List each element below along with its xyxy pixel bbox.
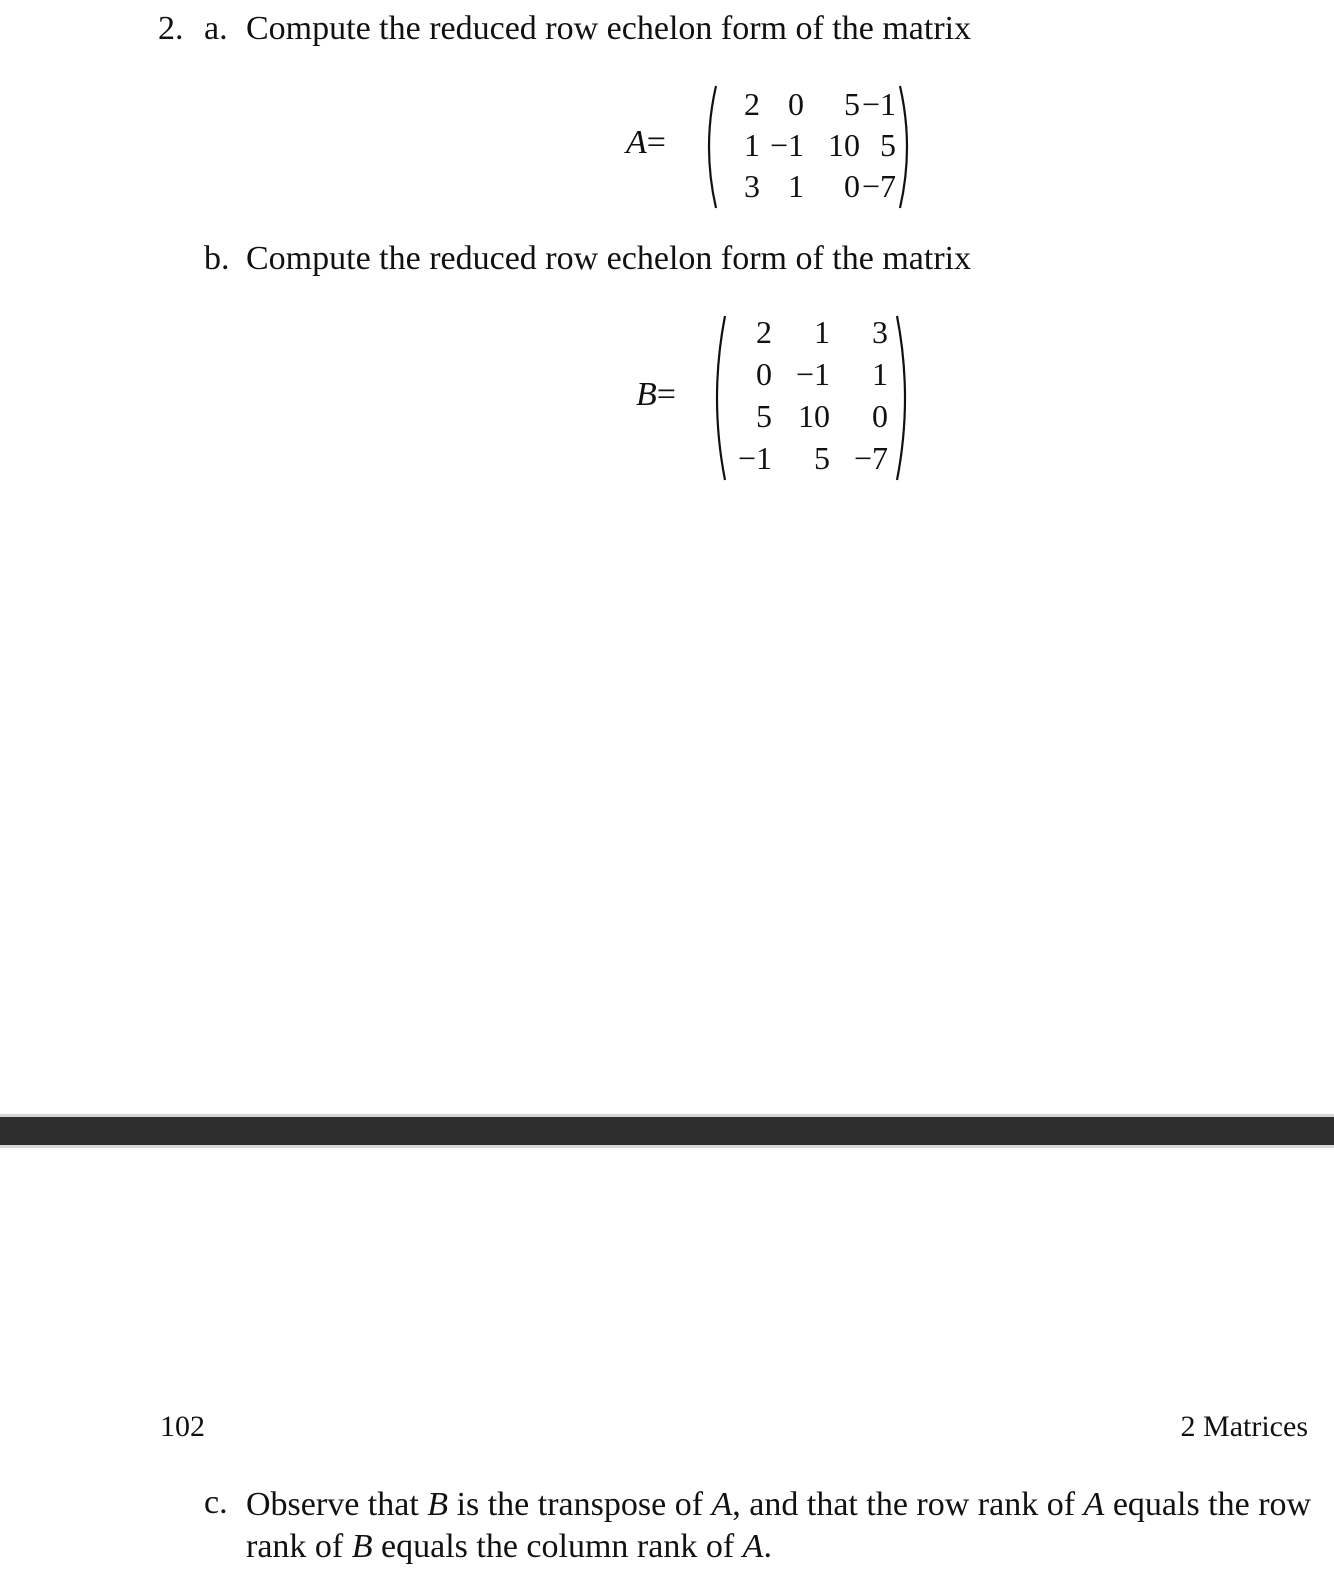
matrix-b-name: B= xyxy=(636,376,676,413)
problem-number: 2. xyxy=(158,10,184,47)
page-number: 102 xyxy=(160,1410,205,1443)
part-a-text: Compute the reduced row echelon form of the matrix xyxy=(246,10,972,47)
math-variable: A xyxy=(711,1486,733,1523)
matrix-cell: 1 xyxy=(872,356,888,392)
matrix-cell: 5 xyxy=(844,86,860,122)
matrix-cell: −7 xyxy=(861,168,896,204)
matrix-a xyxy=(700,82,920,212)
right-paren xyxy=(894,312,914,484)
part-b-text: Compute the reduced row echelon form of the matrix xyxy=(246,240,972,277)
text-segment: , and that the row rank of xyxy=(732,1486,1084,1523)
matrix-cell: −1 xyxy=(769,127,804,163)
matrix-cell: 3 xyxy=(744,168,760,204)
matrix-cell: 3 xyxy=(872,314,888,350)
matrix-a-name: A= xyxy=(626,124,666,161)
matrix-b xyxy=(708,312,918,484)
text-segment: Observe that xyxy=(246,1486,428,1523)
matrix-cell: 2 xyxy=(744,86,760,122)
matrix-cell: 0 xyxy=(756,356,772,392)
text-segment: equals the row rank of xyxy=(246,1486,1312,1565)
matrix-cell: −1 xyxy=(795,356,830,392)
part-b-label: b. xyxy=(204,240,230,277)
text-segment: is the transpose of xyxy=(448,1486,712,1523)
matrix-cell: 10 xyxy=(798,398,830,434)
matrix-cell: 0 xyxy=(844,168,860,204)
matrix-cell: 1 xyxy=(788,168,804,204)
page-divider xyxy=(0,1114,1334,1148)
matrix-cell: 10 xyxy=(828,127,860,163)
matrix-cell: 1 xyxy=(814,314,830,350)
part-a-label: a. xyxy=(204,10,228,47)
text-segment: equals the column rank of xyxy=(372,1528,743,1565)
matrix-cell: −1 xyxy=(861,86,896,122)
matrix-cell: 0 xyxy=(788,86,804,122)
math-variable: B xyxy=(351,1528,373,1565)
math-variable: A xyxy=(1083,1486,1105,1523)
matrix-cell: 0 xyxy=(872,398,888,434)
part-c-label: c. xyxy=(204,1484,228,1521)
matrix-cell: 5 xyxy=(756,398,772,434)
right-paren xyxy=(896,82,916,212)
part-c-text xyxy=(246,1484,1316,1568)
matrix-cell: −7 xyxy=(853,440,888,476)
left-paren xyxy=(700,82,720,212)
matrix-cell: 5 xyxy=(814,440,830,476)
math-variable: A xyxy=(742,1528,764,1565)
matrix-cell: 5 xyxy=(880,127,896,163)
left-paren xyxy=(708,312,728,484)
matrix-cell: 2 xyxy=(756,314,772,350)
matrix-cell: 1 xyxy=(744,127,760,163)
matrix-cell: −1 xyxy=(737,440,772,476)
chapter-title: 2 Matrices xyxy=(1180,1410,1308,1443)
text-segment: . xyxy=(763,1528,772,1565)
math-variable: B xyxy=(427,1486,449,1523)
